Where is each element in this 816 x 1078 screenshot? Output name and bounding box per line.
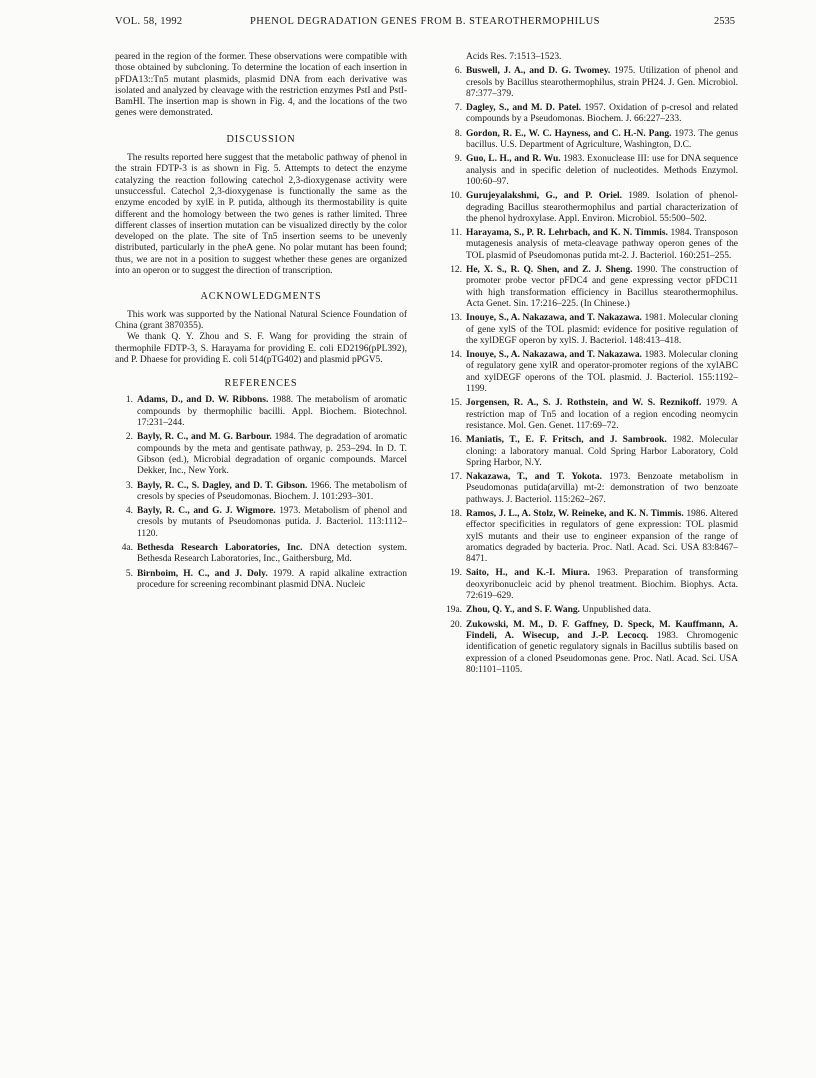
reference-item: 5. Birnboim, H. C., and J. Doly. 1979. A rapid alkaline extraction procedure for screening recombinant plasmid DNA. Nucleic [125, 568, 407, 590]
reference-item: 6. Buswell, J. A., and D. G. Twomey. 1975. Utilization of phenol and cresols by Bacillus stearothermophilus, strain PH24. J. Gen. Microbiol. 87:377–379. [454, 66, 738, 99]
reference-item: 8. Gordon, R. E., W. C. Hayness, and C. H.-N. Pang. 1973. The genus bacillus. U.S. Department of Agriculture, Washington, D.C. [454, 128, 738, 151]
reference-item: 18. Ramos, J. L., A. Stolz, W. Reineke, and K. N. Timmis. 1986. Altered effector specificities in regulators of gene expression: TOL plasmid xylS mutants and their use to engineer expansion of the range of aromatics degraded by bacteria. Proc. Natl. Acad. Sci. USA 83:8467–8471. [450, 508, 738, 565]
reference-list-left [115, 395, 407, 591]
reference-item: 16. Maniatis, T., E. F. Fritsch, and J. Sambrook. 1982. Molecular cloning: a laboratory manual. Cold Spring Harbor Laboratory, Cold Spring Harbor, N.Y. [450, 435, 738, 468]
acknowledgments-heading: ACKNOWLEDGMENTS [200, 291, 322, 303]
discussion-heading: DISCUSSION [226, 133, 296, 145]
volume-label: VOL. 58, 1992 [115, 16, 183, 27]
references-heading: REFERENCES [224, 378, 298, 390]
reference-item: 7. Dagley, S., and M. D. Patel. 1957. Oxidation of p-cresol and related compounds by a Pseudomonas. Biochem. J. 66:227–233. [454, 103, 738, 125]
reference-item: 19a. Zhou, Q. Y., and S. F. Wang. Unpublished data. [446, 605, 651, 616]
reference-item: 12. He, X. S., R. Q. Shen, and Z. J. Sheng. 1990. The construction of promoter probe vector pFDC4 and gene expressing vector pFDC11 with high transformation efficiency in Bacillus stearothermophilus. Acta Genet. Sin. 17:216–225. (In Chinese.) [450, 265, 738, 309]
reference-item: 9. Guo, L. H., and R. Wu. 1983. Exonuclease III: use for DNA sequence analysis and in specific deletion of nucleotides. Methods Enzymol. 100:60–97. [454, 154, 738, 187]
running-title: PHENOL DEGRADATION GENES FROM B. STEAROTHERMOPHILUS [249, 16, 601, 27]
acknowledgments-funding: This work was supported by the National Natural Science Foundation of China (grant 3870355). [115, 309, 407, 331]
reference-item: 3. Bayly, R. C., S. Dagley, and D. T. Gibson. 1966. The metabolism of cresols by species of Pseudomonas. Biochem. J. 101:293–301. [125, 480, 408, 502]
intro-paragraph: peared in the region of the former. These observations were compatible with those obtained by subcloning. To determine the location of each insertion in pFDA13::Tn5 mutant plasmids, plasmid DNA from each derivative was isolated and analyzed by cleavage with the restriction enzymes PstI and PstI-BamHI. The insertion map is shown in Fig. 4, and the locations of the two genes were demonstrated. [115, 52, 407, 119]
reference-item: 2. Bayly, R. C., and M. G. Barbour. 1984. The degradation of aromatic compounds by the meta and gentisate pathway, p. 253–294. In D. T. Gibson (ed.), Microbial degradation of organic compounds. Marcel Dekker, Inc., New York. [125, 432, 407, 477]
reference-5-continuation: Acids Res. 7:1513–1523. [466, 52, 562, 62]
discussion-paragraph: The results reported here suggest that the metabolic pathway of phenol in the strain FDTP-3 is as shown in Fig. 5. Attempts to detect the enzyme catalyzing the reaction following catechol 2,3-dioxygenase activity were unsuccessful. Catechol 2,3-dioxygenase is functionally the same as the enzyme encoded by xylE in P. putida, although its thermostability is quite different and the homology between the two genes is rather limited. Three different classes of insertion mutation can be visualized directly by the color developed on the plate. The site of Tn5 insertion seems to be unevenly distributed, particularly in the pheA gene. No polar mutant has been found; thus, we are not in a position to suggest whether these genes are organized into an operon or to suggest the direction of transcription. [115, 153, 407, 277]
reference-list-right [444, 66, 738, 676]
reference-item: 15. Jorgensen, R. A., S. J. Rothstein, and W. S. Reznikoff. 1979. A restriction map of Tn5 and location of a region encoding neomycin resistance. Mol. Gen. Genet. 117:69–72. [450, 398, 738, 431]
acknowledgments-thanks: We thank Q. Y. Zhou and S. F. Wang for providing the strain of thermophile FDTP-3, S. Harayama for providing E. coli ED2196(pPL392), and P. Dhaese for providing E. coli 514(pTG402) and plasmid pPGV5. [115, 332, 407, 365]
reference-item: 14. Inouye, S., A. Nakazawa, and T. Nakazawa. 1983. Molecular cloning of regulatory gene xylR and operator-promoter regions of the xylABC and xylDEGF operons of the TOL plasmid. J. Bacteriol. 155:1192–1199. [450, 350, 738, 395]
left-column [115, 52, 407, 594]
reference-item: 4. Bayly, R. C., and G. J. Wigmore. 1973. Metabolism of phenol and cresols by mutants of Pseudomonas putida. J. Bacteriol. 113:1112–1120. [125, 506, 407, 539]
reference-item: 13. Inouye, S., A. Nakazawa, and T. Nakazawa. 1981. Molecular cloning of gene xylS of the TOL plasmid: evidence for positive regulation of the xylDEGF operon by xylS. J. Bacteriol. 148:413–418. [450, 313, 738, 346]
running-header [115, 16, 735, 32]
reference-item: 19. Saito, H., and K.-I. Miura. 1963. Preparation of transforming deoxyribonucleic acid by phenol treatment. Biochim. Biophys. Acta. 72:619–629. [450, 568, 738, 602]
reference-item: 1. Adams, D., and D. W. Ribbons. 1988. The metabolism of aromatic compounds by thermophilic bacilli. Appl. Biochem. Biotechnol. 17:231–244. [125, 395, 407, 429]
reference-item: 11. Harayama, S., P. R. Lehrbach, and K. N. Timmis. 1984. Transposon mutagenesis analysis of meta-cleavage pathway operon genes of the TOL plasmid of Pseudomonas putida mt-2. J. Bacteriol. 160:251–255. [450, 228, 738, 261]
reference-item: 4a. Bethesda Research Laboratories, Inc. DNA detection system. Bethesda Research Laboratories, Inc., Gaithersburg, Md. [121, 542, 407, 565]
reference-item: 20. Zukowski, M. M., D. F. Gaffney, D. Speck, M. Kauffmann, A. Findeli, A. Wisecup, and J.-P. Lecocq. 1983. Chromogenic identification of genetic regulatory signals in Bacillus subtilis based on expression of a cloned Pseudomonas gene. Proc. Natl. Acad. Sci. USA 80:1101–1105. [450, 619, 738, 675]
right-column [444, 52, 738, 679]
reference-item: 10. Gurujeyalakshmi, G., and P. Oriel. 1989. Isolation of phenol-degrading Bacillus stearothermophilus and partial characterization of the phenol hydroxylase. Appl. Environ. Microbiol. 55:500–502. [450, 191, 738, 224]
page-number: 2535 [714, 16, 735, 27]
reference-item: 17. Nakazawa, T., and T. Yokota. 1973. Benzoate metabolism in Pseudomonas putida(arvilla) mt-2: demonstration of two benzoate pathways. J. Bacteriol. 115:262–267. [450, 472, 738, 505]
